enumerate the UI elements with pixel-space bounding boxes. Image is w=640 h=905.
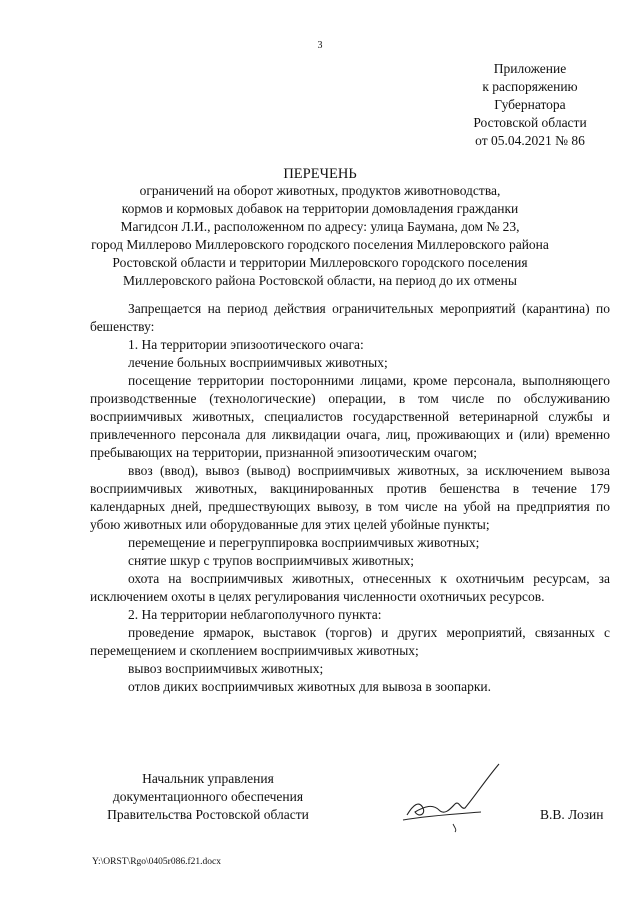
subtitle-line: город Миллерово Миллеровского городского поселения Миллеровского района [91, 237, 549, 252]
document-body [90, 300, 610, 696]
document-title: ПЕРЕЧЕНЬ [283, 166, 357, 182]
subtitle-line: ограничений на оборот животных, продуктов животноводства, [139, 183, 501, 198]
list-item: проведение ярмарок, выставок (торгов) и других мероприятий, связанных с перемещением и скоплением восприимчивых животных; [90, 625, 610, 658]
position-line: документационного обеспечения [112, 789, 304, 804]
file-path: Y:\ORST\Rgo\0405r086.f21.docx [92, 857, 221, 867]
appendix-line: Губернатора [494, 97, 566, 112]
list-item: отлов диких восприимчивых животных для вывоза в зоопарки. [128, 679, 492, 694]
appendix-line: от 05.04.2021 № 86 [475, 133, 585, 148]
appendix-header [430, 60, 630, 150]
list-item: перемещение и перегруппировка восприимчивых животных; [128, 535, 480, 550]
position-line: Начальник управления [142, 771, 274, 786]
list-item: охота на восприимчивых животных, отнесенных к охотничьим ресурсам, за исключением охоты в целях регулирования численности охотничьих ресурсов. [90, 571, 610, 604]
section-heading-1: 1. На территории эпизоотического очага: [128, 337, 364, 352]
list-item: посещение территории посторонними лицами, кроме персонала, выполняющего производственные (технологические) операции, в том числе по обслуживанию восприимчивых животных, специалистов государственной ветеринарной службы и привлеченного персонала для ликвидации очага, лиц, проживающих и (или) временно пребывающих на территории, признанной эпизоотическим очагом; [90, 373, 610, 460]
section-heading-2: 2. На территории неблагополучного пункта: [128, 607, 382, 622]
subtitle-line: Ростовской области и территории Миллеровского городского поселения [112, 255, 528, 270]
appendix-line: Приложение [493, 61, 567, 76]
subtitle-line: Миллеровского района Ростовской области, на период до их отмены [123, 273, 517, 288]
subtitle-line: кормов и кормовых добавок на территории домовладения гражданки [121, 201, 519, 216]
position-line: Правительства Ростовской области [107, 807, 309, 822]
signatory-name: В.В. Лозин [540, 807, 604, 822]
appendix-line: к распоряжению [482, 79, 578, 94]
handwritten-signature [395, 760, 515, 835]
paragraph-intro: Запрещается на период действия ограничительных мероприятий (карантина) по бешенству: [90, 301, 610, 334]
signatory-position [92, 770, 324, 824]
document-subtitle [70, 182, 570, 290]
page-number: 3 [317, 40, 323, 51]
list-item: снятие шкур с трупов восприимчивых животных; [128, 553, 415, 568]
list-item: лечение больных восприимчивых животных; [128, 355, 388, 370]
list-item: ввоз (ввод), вывоз (вывод) восприимчивых животных, за исключением вывоза восприимчивых животных, вакцинированных против бешенства в течение 179 календарных дней, предшествующих вывозу, в том числе на убой на предприятия по убою животных или оборудованные для этих целей убойные пункты; [90, 463, 610, 532]
list-item: вывоз восприимчивых животных; [128, 661, 324, 676]
subtitle-line: Магидсон Л.И., расположенном по адресу: улица Баумана, дом № 23, [120, 219, 520, 234]
appendix-line: Ростовской области [473, 115, 587, 130]
